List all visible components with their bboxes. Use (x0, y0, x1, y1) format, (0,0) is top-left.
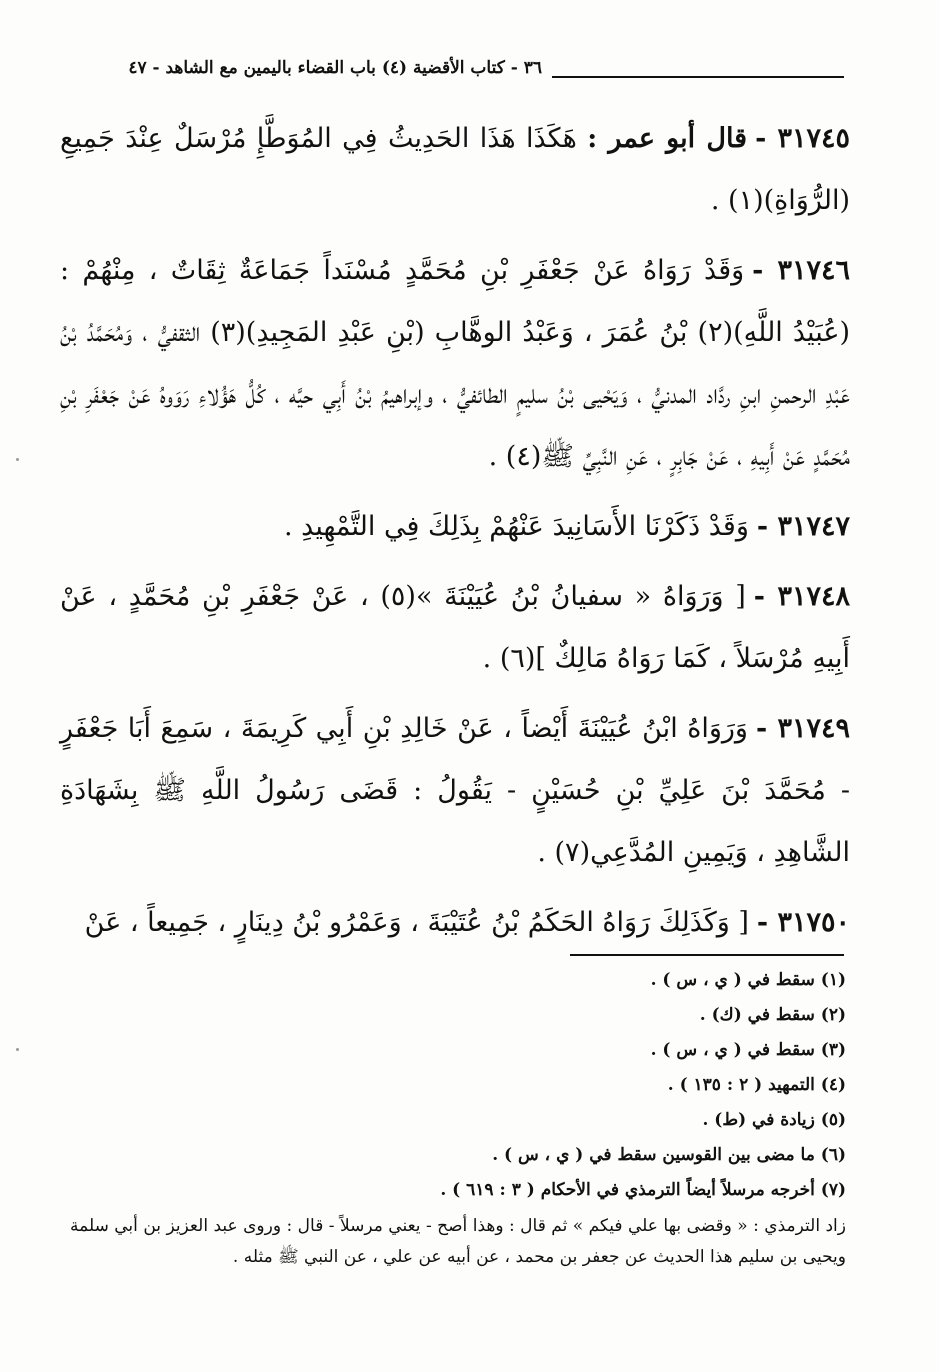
margin-mark (16, 458, 19, 461)
footnote-7: (٧) أخرجه مرسلاً أيضاً الترمذي في الأحكام ( ٣ : ٦١٩ ) . (440, 1180, 846, 1200)
paragraph-31747 (60, 496, 850, 558)
footnotes (70, 966, 846, 1273)
main-text (60, 108, 850, 962)
paragraph-speaker: قال أبو عمر : (587, 123, 748, 154)
paragraph-number: ٣١٧٥٠ - (756, 907, 850, 938)
paragraph-text: [ وَكَذَلِكَ رَوَاهُ الحَكَمُ بْنُ عُتَيْبَةَ ، وَعَمْرُو بْنُ دِينَارٍ ، جَمِيعاً ، عَنْ (84, 907, 749, 938)
paragraph-number: ٣١٧٤٧ - (756, 511, 850, 542)
paragraph-31750 (60, 892, 850, 954)
paragraph-text: وَقَدْ ذَكَرْنَا الأَسَانِيدَ عَنْهُمْ بِذَلِكَ فِي التَّمْهِيدِ . (283, 511, 749, 542)
footnote-2: (٢) سقط في (ك) . (699, 1005, 846, 1025)
paragraph-text: [ وَرَوَاهُ « سفيانُ بْنُ عُيَيْنَةَ »(٥) ، عَنْ جَعْفَرِ بْنِ مُحَمَّدٍ ، عَنْ أَبِيهِ مُرْسَلاً ، كَمَا رَوَاهُ مَالِكٌ ](٦) . (60, 581, 850, 674)
footnote-rule (570, 954, 844, 956)
footnote-7-continuation: زاد الترمذي : « وقضى بها علي فيكم » ثم قال : وهذا أصح - يعني مرسلاً - قال : وروى عبد العزيز بن أبي سلمة ويحيى بن سليم هذا الحديث عن جعفر بن محمد ، عن أبيه عن علي ، عن النبي ﷺ مثله . (70, 1216, 846, 1267)
footnote-3: (٣) سقط في ( ي ، س ) . (650, 1040, 846, 1060)
footnote-1: (١) سقط في ( ي ، س ) . (650, 970, 846, 990)
header-rule (552, 76, 844, 78)
paragraph-number: ٣١٧٤٦ - (752, 255, 850, 286)
margin-mark (16, 1048, 19, 1051)
paragraph-number: ٣١٧٤٨ - (753, 581, 850, 612)
paragraph-text: وَرَوَاهُ ابْنُ عُيَيْنَةَ أَيْضاً ، عَنْ خَالِدِ بْنِ أَبِي كَرِيمَةَ ، سَمِعَ أَبَا جَعْفَرٍ - مُحَمَّدَ بْنَ عَلِيِّ بْنِ حُسَيْنٍ - يَقُولُ : قَضَى رَسُولُ اللَّهِ ﷺ بِشَهَادَةِ الشَّاهِدِ ، وَيَمِينِ المُدَّعِي(٧) . (60, 713, 850, 868)
paragraph-text: هَكَذَا هَذَا الحَدِيثُ فِي المُوَطَّإِ مُرْسَلٌ عِنْدَ جَمِيعِ (الرُّوَاةِ)(١) . (60, 123, 850, 216)
footnote-4: (٤) التمهيد ( ٢ : ١٣٥ ) . (667, 1075, 846, 1095)
footnote-6: (٦) ما مضى بين القوسين سقط في ( ي ، س ) . (492, 1145, 846, 1165)
footnote-5: (٥) زيادة في (ط) . (702, 1110, 846, 1130)
paragraph-31749 (60, 698, 850, 884)
running-header: ٣٦ - كتاب الأقضية (٤) باب القضاء باليمين مع الشاهد - ٤٧ (128, 58, 542, 78)
paragraph-31748 (60, 566, 850, 690)
paragraph-text: وَقَدْ رَوَاهُ عَنْ جَعْفَرِ بْنِ مُحَمَّدٍ مُسْنَداً جَمَاعَةٌ ثِقَاتٌ ، مِنْهُمْ : (عُبَيْدُ اللَّهِ)(٢) بْنُ عُمَرَ ، وَعَبْدُ الوهَّابِ (بْنِ عَبْدِ المَجِيدِ)(٣) الثقفيُّ ، وَمُحَمَّدُ بْنُ عَبْدِ الرحمنِ ابنِ ردَّاد المدنيُّ ، وَيَحْيى بْنُ سليمٍ الطائفيُّ ، وإبراهيمُ بْنُ أَبِي حيَّه ، كُلُّ هَؤُلاءِ رَوَوهُ عَنْ جَعْفَرِ بْنِ مُحَمَّدٍ عَنْ أَبِيهِ ، عَنْ جَابِرٍ ، عَنِ النَّبِيِّ ﷺ(٤) . (60, 255, 850, 472)
paragraph-number: ٣١٧٤٥ - (755, 123, 851, 154)
paragraph-number: ٣١٧٤٩ - (755, 713, 850, 744)
paragraph-31745 (60, 108, 850, 232)
paragraph-31746 (60, 240, 850, 488)
